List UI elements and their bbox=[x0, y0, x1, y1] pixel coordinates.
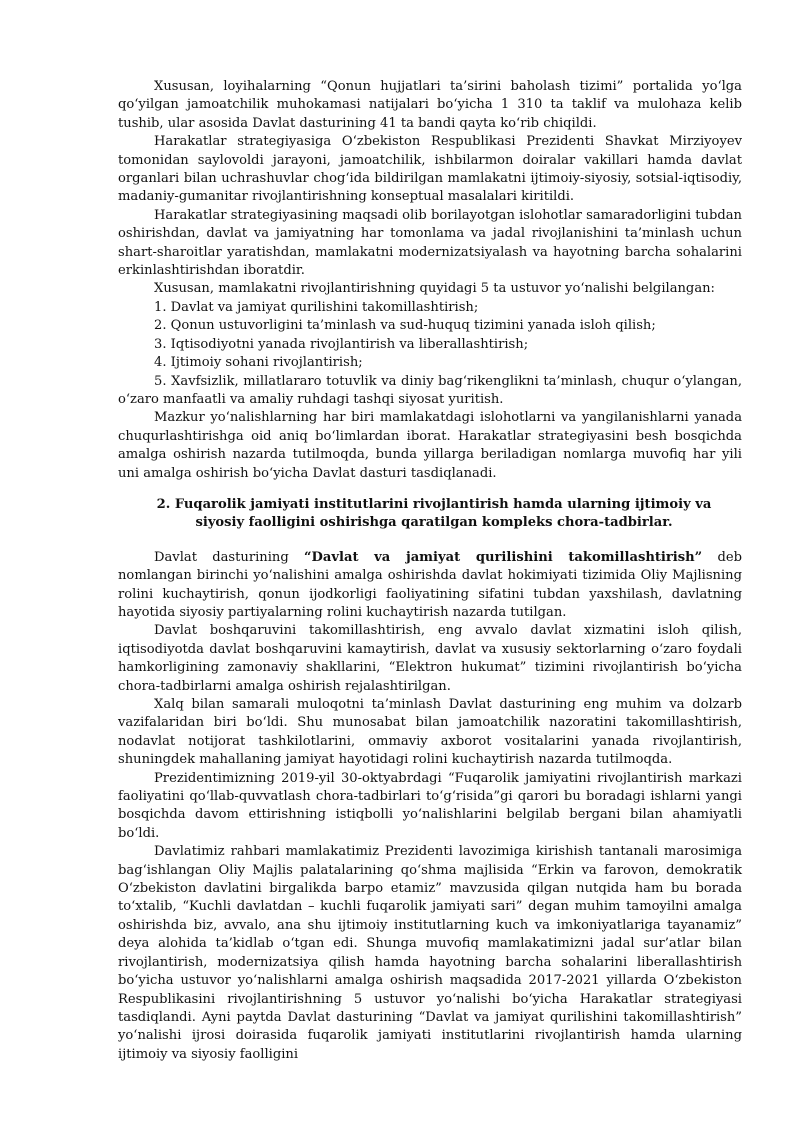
paragraph: Davlatimiz rahbari mamlakatimiz Prezidenti lavozimiga kirishish tantanali marosimiga bag‘ishlangan Oliy Majlis palatalarining qo‘shma majlisida “Erkin va farovon, demokratik O‘zbekiston davlatini birgalikda barpo etamiz” mavzusida qilgan nutqida ham bu borada to‘xtalib, “Kuchli davlatdan – kuchli fuqarolik jamiyati sari” degan muhim tamoyilni amalga oshirishda biz, avvalo, ana shu ijtimoiy institutlarning kuch va imkoniyatlariga tayanamiz” deya alohida ta’kidlab o‘tgan edi. Shunga muvofiq mamlakatimizni jadal sur’atlar bilan rivojlantirish, modernizatsiya qilish hamda hayotning barcha sohalarini liberallashtirish bo‘yicha ustuvor yo‘nalishlarni amalga oshirish maqsadida 2017-2021 yillarda O‘zbekiston Respublikasini rivojlantirishning 5 ustuvor yo‘nalishi bo‘yicha Harakatlar strategiyasi tasdiqlandi. Ayni paytda Davlat dasturining “Davlat va jamiyat qurilishini takomillashtirish” yo‘nalishi ijrosi doirasida fuqarolik jamiyati institutlarini rivojlantirish hamda ularning ijtimoiy va siyosiy faolligini bbox=[118, 844, 742, 1062]
paragraph: Harakatlar strategiyasining maqsadi olib borilayotgan islohotlar samaradorligini tubdan oshirishdan, davlat va jamiyatning har tomonlama va jadal rivojlanishini ta’minlash uchun shart-sharoitlar yaratishdan, mamlakatni modernizatsiyalash va hayotning barcha sohalarini erkinlashtirishdan iboratdir. bbox=[118, 207, 742, 279]
paragraph-text: deb nomlangan birinchi yo‘nalishini amalga oshirishda davlat hokimiyati tizimida Oliy Majlisning rolini kuchaytirish, qonun ijodkorligi faoliyatining sifatini tubdan yaxshilash, davlatning hayotida siyosiy partiyalarning rolini kuchaytirish nazarda tutilgan. bbox=[118, 549, 742, 620]
paragraph: Mazkur yo‘nalishlarning har biri mamlakatdagi islohotlarni va yangilanishlarni yanada chuqurlashtirishga oid aniq bo‘limlardan iborat. Harakatlar strategiyasini besh bosqichda amalga oshirish nazarda tutilmoqda, bunda yillarga beriladigan nomlarga muvofiq har yili uni amalga oshirish bo‘yicha Davlat dasturi tasdiqlanadi. bbox=[118, 410, 742, 481]
paragraph: Davlat boshqaruvini takomillashtirish, eng avvalo davlat xizmatini isloh qilish, iqtisodiyotda davlat boshqaruvini kamaytirish, davlat va xususiy sektorlarning o‘zaro foydali hamkorligining zamonaviy shakllarini, “Elektron hukumat” tizimini rivojlantirish bo‘yicha chora-tadbirlarni amalga oshirish rejalashtirilgan. bbox=[118, 623, 742, 694]
paragraph bbox=[118, 549, 742, 623]
paragraph: Xususan, loyihalarning “Qonun hujjatlari ta’sirini baholash tizimi” portalida yo‘lga qo‘yilgan jamoatchilik muhokamasi natijalari bo‘yicha 1 310 ta taklif va mulohaza kelib tushib, ular asosida Davlat dasturining 41 ta bandi qayta ko‘rib chiqildi. bbox=[118, 79, 742, 131]
document-page bbox=[118, 78, 742, 1064]
paragraph: Xususan, mamlakatni rivojlantirishning quyidagi 5 ta ustuvor yo‘nalishi belgilangan: bbox=[154, 281, 715, 297]
list-item: 2. Qonun ustuvorligini ta’minlash va sud-huquq tizimini yanada isloh qilish; bbox=[154, 318, 656, 334]
list-item: 3. Iqtisodiyotni yanada rivojlantirish va liberallashtirish; bbox=[154, 336, 529, 352]
paragraph: Xalq bilan samarali muloqotni ta’minlash Davlat dasturining eng muhim va dolzarb vazifalaridan biri bo‘ldi. Shu munosabat bilan jamoatchilik nazoratini takomillashtirish, nodavlat notijorat tashkilotlarini, ommaviy axborot vositalarini yanada rivojlantirish, shuningdek mahallaning jamiyat hayotidagi rolini kuchaytirish nazarda tutilmoqda. bbox=[118, 697, 742, 768]
paragraph-text: Davlat dasturining bbox=[154, 549, 305, 565]
list-item: 1. Davlat va jamiyat qurilishini takomillashtirish; bbox=[154, 299, 479, 315]
list-item: 5. Xavfsizlik, millatlararo totuvlik va diniy bag‘rikenglikni ta’minlash, chuqur o‘ylangan, o‘zaro manfaatli va amaliy ruhdagi tashqi siyosat yuritish. bbox=[118, 373, 742, 407]
paragraph: Harakatlar strategiyasiga O‘zbekiston Respublikasi Prezidenti Shavkat Mirziyoyev tomonidan saylovoldi jarayoni, jamoatchilik, ishbilarmon doiralar vakillari hamda davlat organlari bilan uchrashuvlar chog‘ida bildirilgan mamlakatni ijtimoiy-siyosiy, sotsial-iqtisodiy, madaniy-gumanitar rivojlantirishning konseptual masalalari kiritildi. bbox=[118, 134, 742, 205]
list-item: 4. Ijtimoiy sohani rivojlantirish; bbox=[154, 355, 363, 371]
paragraph: Prezidentimizning 2019-yil 30-oktyabrdagi “Fuqarolik jamiyatini rivojlantirish markazi faoliyatini qo‘llab-quvvatlash chora-tadbirlari to‘g‘risida”gi qarori bu boradagi ishlarni yangi bosqichda davom ettirishning istiqbolli yo‘nalishlarini belgilab bergani bilan ahamiyatli bo‘ldi. bbox=[118, 770, 742, 841]
section-heading: 2. Fuqarolik jamiyati institutlarini rivojlantirish hamda ularning ijtimoiy va siyosiy faolligini oshirishga qaratilgan kompleks chora-tadbirlar. bbox=[156, 496, 712, 531]
program-direction-title: “Davlat va jamiyat qurilishini takomillashtirish” bbox=[304, 549, 703, 565]
